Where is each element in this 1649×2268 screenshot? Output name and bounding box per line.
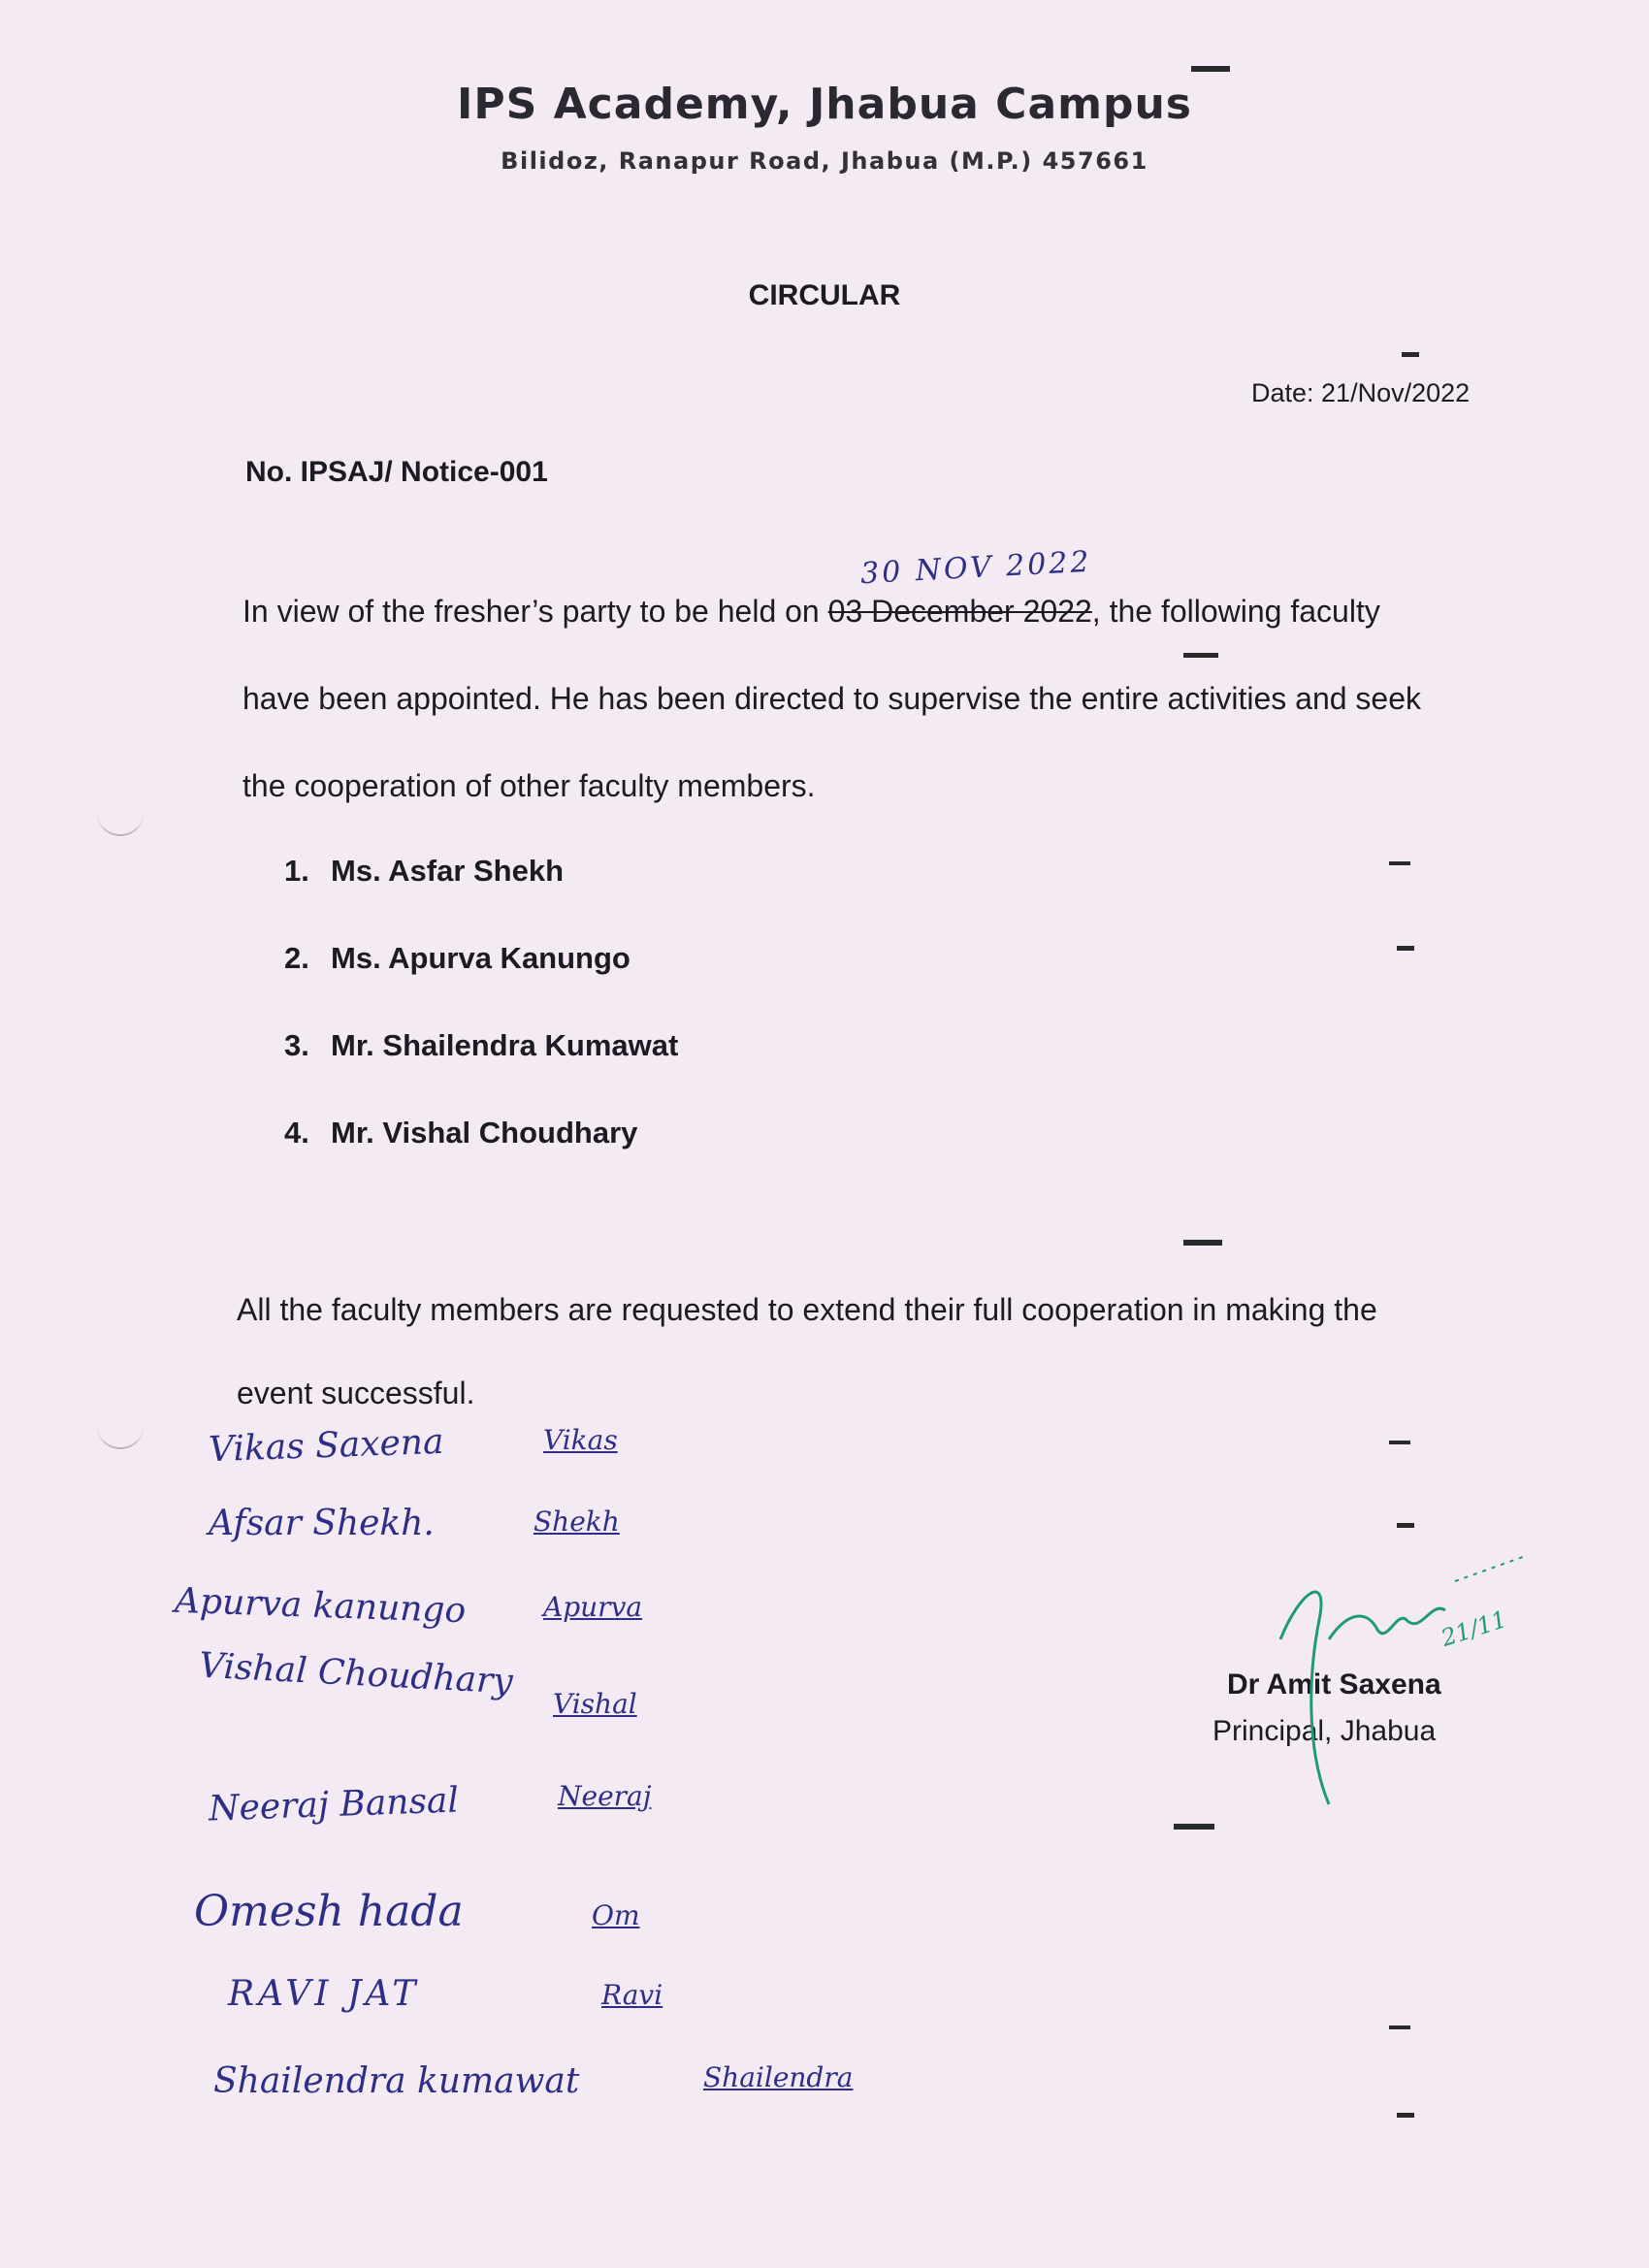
body-line-3: the cooperation of other faculty members. — [242, 768, 816, 803]
signature-name: Shailendra kumawat — [213, 2061, 580, 2101]
signature-name: Apurva kanungo — [174, 1580, 467, 1632]
list-item — [284, 1116, 637, 1150]
scan-speck — [1397, 2113, 1414, 2118]
scan-speck — [1191, 66, 1230, 72]
list-item — [284, 1028, 678, 1063]
list-item — [284, 854, 564, 889]
principal-designation: Principal, Jhabua — [1212, 1715, 1437, 1747]
scan-speck — [1183, 653, 1218, 658]
punch-hole — [97, 805, 144, 836]
appointee-name: Mr. Vishal Choudhary — [331, 1116, 638, 1150]
principal-name: Dr Amit Saxena — [1227, 1669, 1441, 1701]
signature-name: Vishal Choudhary — [198, 1645, 514, 1702]
appointee-name: Ms. Asfar Shekh — [331, 854, 565, 888]
handwritten-correction-date: 30 NOV 2022 — [859, 544, 1093, 592]
reference-number: No. IPSAJ/ Notice-001 — [245, 456, 548, 488]
signature-mark: Shekh — [534, 1506, 620, 1538]
scan-speck — [1183, 1240, 1222, 1246]
signature-mark: Ravi — [601, 1979, 663, 2011]
closing-line-2: event successful. — [237, 1376, 475, 1410]
signature-name: RAVI JAT — [228, 1974, 420, 2014]
signature-name: Neeraj Bansal — [208, 1780, 460, 1830]
list-number: 2. — [284, 941, 309, 975]
list-number: 4. — [284, 1116, 309, 1150]
signature-mark: Vikas — [543, 1424, 618, 1456]
scan-speck — [1397, 1523, 1414, 1528]
closing-line-1: All the faculty members are requested to extend their full cooperation in making the — [237, 1292, 1377, 1327]
punch-hole — [97, 1418, 144, 1449]
circular-date: Date: 21/Nov/2022 — [1251, 378, 1471, 407]
institution-name: IPS Academy, Jhabua Campus — [457, 80, 1192, 129]
scan-speck — [1402, 352, 1419, 357]
signature-mark: Shailendra — [703, 2061, 854, 2093]
signature-name: Omesh hada — [194, 1887, 464, 1936]
institution-address: Bilidoz, Ranapur Road, Jhabua (M.P.) 457661 — [501, 147, 1148, 175]
signature-mark: Apurva — [543, 1591, 643, 1623]
scan-speck — [1174, 1824, 1214, 1830]
appointee-name: Mr. Shailendra Kumawat — [331, 1028, 679, 1062]
list-number: 3. — [284, 1028, 309, 1062]
body-line-2: have been appointed. He has been directed to supervise the entire activities and seek — [242, 681, 1422, 716]
body-line-1-suffix: , the following faculty — [1091, 594, 1380, 629]
body-line-1-prefix: In view of the fresher’s party to be held on — [242, 594, 828, 629]
body-line-1 — [242, 594, 1380, 630]
appointee-name: Ms. Apurva Kanungo — [331, 941, 630, 975]
signature-mark: Vishal — [553, 1688, 637, 1720]
scan-speck — [1389, 861, 1410, 865]
struck-date: 03 December 2022 — [827, 594, 1092, 629]
scan-speck — [1397, 946, 1414, 951]
signature-name: Vikas Saxena — [208, 1421, 445, 1471]
principal-signature-date: 21/11 — [1438, 1604, 1510, 1653]
signature-name: Afsar Shekh. — [209, 1504, 435, 1543]
signature-mark: Neeraj — [558, 1780, 652, 1812]
list-number: 1. — [284, 854, 309, 888]
document-heading: CIRCULAR — [748, 279, 901, 311]
signature-mark: Om — [592, 1899, 640, 1931]
principal-signature-icon — [1261, 1552, 1552, 1824]
scan-speck — [1389, 1441, 1410, 1444]
scan-speck — [1389, 2025, 1410, 2029]
list-item — [284, 941, 630, 976]
